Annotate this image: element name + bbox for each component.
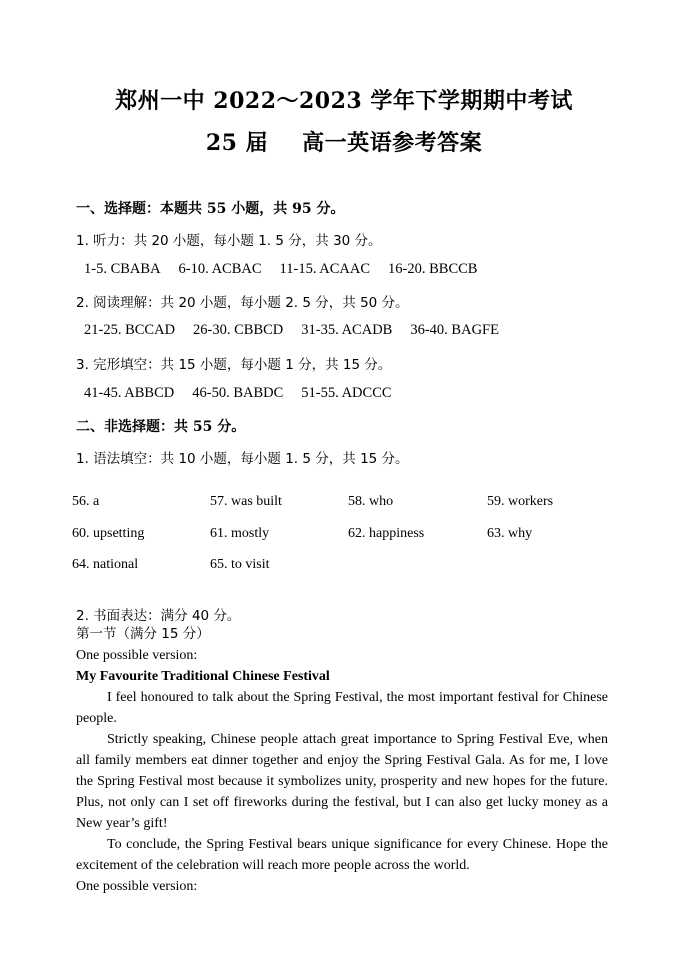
grammar-answer: 57. was built — [210, 494, 282, 509]
answer-group: 41-45. ABBCD — [84, 385, 175, 401]
answer-group: 36-40. BAGFE — [410, 322, 499, 338]
section-heading-choice: 一、选择题：本题共 55 小题，共 95 分。 — [76, 201, 345, 217]
grade-label: 25 届 — [205, 130, 269, 156]
essay-title: My Favourite Traditional Chinese Festival — [76, 669, 330, 684]
essay-paragraph: Strictly speaking, Chinese people attach great importance to Spring Festival Eve, when all family members eat dinner together and enjoy the Spring Festival Gala. As for me, I love the Spring Festival most because it symbolizes unity, prosperity and new hopes for the future. Plus, not only can I set off fireworks during the festival, but I can also get lucky money as a New year’s gift! — [76, 732, 608, 831]
document-subtitle — [0, 126, 688, 157]
possible-version-label: One possible version: — [76, 648, 198, 663]
subject-label: 高一英语参考答案 — [302, 130, 483, 156]
grammar-answer: 59. workers — [487, 494, 554, 509]
writing-label: 2. 书面表达：满分 40 分。 — [76, 608, 241, 624]
grammar-answer: 63. why — [487, 526, 533, 541]
answer-group: 1-5. CBABA — [84, 261, 161, 277]
grammar-answer: 64. national — [72, 557, 139, 572]
answer-group: 26-30. CBBCD — [193, 322, 284, 338]
grammar-answer: 58. who — [348, 494, 394, 509]
cloze-answers — [84, 385, 410, 402]
answer-group: 16-20. BBCCB — [388, 261, 478, 277]
answer-group: 6-10. ACBAC — [178, 261, 262, 277]
answer-group: 21-25. BCCAD — [84, 322, 176, 338]
reading-answers — [84, 322, 517, 339]
writing-sample — [76, 624, 608, 897]
document-title: 郑州一中 2022～2023 学年下学期期中考试 — [115, 88, 573, 114]
section-heading-nonchoice: 二、非选择题：共 55 分。 — [76, 419, 246, 435]
answer-group: 51-55. ADCCC — [301, 385, 392, 401]
possible-version-label: One possible version: — [76, 879, 198, 894]
answer-group: 11-15. ACAAC — [279, 261, 371, 277]
grammar-answer: 65. to visit — [210, 557, 270, 572]
grammar-answer: 60. upsetting — [72, 526, 145, 541]
answer-group: 31-35. ACADB — [301, 322, 393, 338]
grammar-answer: 61. mostly — [210, 526, 270, 541]
cloze-label: 3. 完形填空：共 15 小题，每小题 1 分，共 15 分。 — [76, 357, 392, 373]
grammar-answer: 62. happiness — [348, 526, 425, 541]
grammar-answer: 56. a — [72, 494, 100, 509]
grammar-label: 1. 语法填空：共 10 小题，每小题 1. 5 分，共 15 分。 — [76, 451, 409, 467]
listening-label: 1. 听力：共 20 小题，每小题 1. 5 分，共 30 分。 — [76, 233, 382, 249]
section1-label: 第一节（满分 15 分） — [76, 626, 210, 642]
answer-group: 46-50. BABDC — [192, 385, 284, 401]
listening-answers — [84, 261, 495, 278]
essay-paragraph: To conclude, the Spring Festival bears unique significance for every Chinese. Hope the excitement of the celebration will reach more people across the world. — [76, 837, 608, 873]
reading-label: 2. 阅读理解：共 20 小题，每小题 2. 5 分，共 50 分。 — [76, 295, 409, 311]
essay-paragraph: I feel honoured to talk about the Spring Festival, the most important festival for Chinese people. — [76, 690, 608, 726]
